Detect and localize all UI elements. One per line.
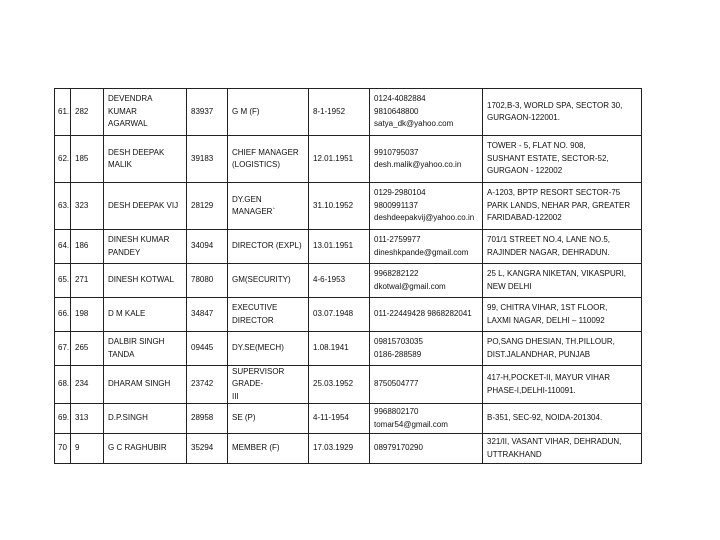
designation-cell bbox=[228, 136, 309, 183]
address-line: PARK LANDS, NEHAR PAR, GREATER bbox=[487, 200, 631, 210]
contact-line: desh.malik@yahoo.co.in bbox=[374, 160, 462, 169]
serial-number-cell: 63. bbox=[55, 183, 71, 230]
employee-code-cell: 78080 bbox=[187, 264, 228, 298]
table-row bbox=[55, 298, 642, 332]
designation-cell bbox=[228, 366, 309, 404]
address-line: PHASE-I,DELHI-110091. bbox=[487, 385, 576, 395]
name-cell bbox=[104, 264, 187, 298]
table-row bbox=[55, 183, 642, 230]
employee-table bbox=[54, 88, 642, 464]
date-of-birth-cell: 1.08.1941 bbox=[309, 332, 370, 366]
member-id-cell: 198 bbox=[71, 298, 104, 332]
address-line: UTTRAKHAND bbox=[487, 449, 542, 459]
address-cell bbox=[483, 332, 642, 366]
contact-line: 9800991137 bbox=[374, 200, 418, 210]
address-line: 321/II, VASANT VIHAR, DEHRADUN, bbox=[487, 437, 622, 447]
member-id-cell: 282 bbox=[71, 89, 104, 136]
member-id-cell: 271 bbox=[71, 264, 104, 298]
designation-cell bbox=[228, 230, 309, 264]
contact-line: dineshkpande@gmail.com bbox=[374, 247, 469, 257]
address-line: GURGAON-122001. bbox=[487, 113, 560, 122]
address-line: GURGAON - 122002 bbox=[487, 166, 563, 176]
designation-line: DY.SE(MECH) bbox=[232, 343, 284, 353]
address-cell bbox=[483, 434, 642, 464]
address-line: A-1203, BPTP RESORT SECTOR-75 bbox=[487, 188, 621, 198]
member-id-cell: 313 bbox=[71, 404, 104, 434]
member-id-cell: 185 bbox=[71, 136, 104, 183]
address-cell bbox=[483, 230, 642, 264]
employee-code-cell: 39183 bbox=[187, 136, 228, 183]
name-cell bbox=[104, 434, 187, 464]
name-line: G C RAGHUBIR bbox=[108, 443, 167, 453]
employee-table-body bbox=[55, 89, 642, 464]
name-cell bbox=[104, 404, 187, 434]
contact-line: tomar54@gmail.com bbox=[374, 419, 448, 429]
serial-number-cell: 69. bbox=[55, 404, 71, 434]
designation-line: DIRECTOR (EXPL) bbox=[232, 241, 302, 251]
name-line: DHARAM SINGH bbox=[108, 379, 171, 389]
designation-cell bbox=[228, 434, 309, 464]
designation-line: G M (F) bbox=[232, 106, 260, 116]
contact-cell bbox=[370, 230, 483, 264]
serial-number-cell: 62. bbox=[55, 136, 71, 183]
table-row bbox=[55, 89, 642, 136]
serial-number-cell: 61. bbox=[55, 89, 71, 136]
designation-cell bbox=[228, 264, 309, 298]
table-row bbox=[55, 264, 642, 298]
name-line: DESH DEEPAK VIJ bbox=[108, 200, 179, 210]
name-line: AGARWAL bbox=[108, 119, 148, 129]
name-cell bbox=[104, 183, 187, 230]
address-cell bbox=[483, 136, 642, 183]
contact-cell bbox=[370, 89, 483, 136]
name-cell bbox=[104, 366, 187, 404]
designation-cell bbox=[228, 332, 309, 366]
employee-code-cell: 09445 bbox=[187, 332, 228, 366]
contact-line: 08979170290 bbox=[374, 443, 423, 453]
name-cell bbox=[104, 136, 187, 183]
contact-line: 9968802170 bbox=[374, 407, 419, 417]
serial-number-cell: 64. bbox=[55, 230, 71, 264]
address-cell bbox=[483, 89, 642, 136]
address-line: 1702,B-3, WORLD SPA, SECTOR 30, bbox=[487, 100, 623, 110]
designation-line: CHIEF MANAGER bbox=[232, 147, 299, 157]
address-line: PO,SANG DHESIAN, TH.PILLOUR, bbox=[487, 337, 615, 347]
member-id-cell: 323 bbox=[71, 183, 104, 230]
name-line: PANDEY bbox=[108, 247, 141, 257]
designation-cell bbox=[228, 89, 309, 136]
date-of-birth-cell: 25.03.1952 bbox=[309, 366, 370, 404]
address-line: NEW DELHI bbox=[487, 281, 532, 291]
member-id-cell: 186 bbox=[71, 230, 104, 264]
address-line: SUSHANT ESTATE, SECTOR-52, bbox=[487, 153, 609, 163]
employee-code-cell: 28129 bbox=[187, 183, 228, 230]
contact-line: 0124-4082884 bbox=[374, 94, 426, 104]
serial-number-cell: 65. bbox=[55, 264, 71, 298]
contact-cell bbox=[370, 136, 483, 183]
serial-number-cell: 66. bbox=[55, 298, 71, 332]
member-id-cell: 234 bbox=[71, 366, 104, 404]
member-id-cell: 265 bbox=[71, 332, 104, 366]
designation-cell bbox=[228, 298, 309, 332]
name-cell bbox=[104, 89, 187, 136]
address-line: 417-H,POCKET-II, MAYUR VIHAR bbox=[487, 373, 610, 383]
date-of-birth-cell: 31.10.1952 bbox=[309, 183, 370, 230]
contact-line: 0186-288589 bbox=[374, 349, 422, 359]
date-of-birth-cell: 03.07.1948 bbox=[309, 298, 370, 332]
address-line: TOWER - 5, FLAT NO. 908, bbox=[487, 141, 586, 151]
contact-cell bbox=[370, 434, 483, 464]
address-line: 99, CHITRA VIHAR, 1ST FLOOR, bbox=[487, 303, 608, 313]
address-line: LAXMI NAGAR, DELHI – 110092 bbox=[487, 315, 605, 325]
contact-cell bbox=[370, 264, 483, 298]
designation-line: SE (P) bbox=[232, 413, 256, 423]
contact-line: 9810648800 bbox=[374, 106, 419, 116]
serial-number-cell: 67. bbox=[55, 332, 71, 366]
contact-line: 0129-2980104 bbox=[374, 188, 426, 198]
designation-line: DY.GEN MANAGER` bbox=[232, 194, 276, 216]
table-row bbox=[55, 136, 642, 183]
designation-line: III bbox=[232, 391, 239, 401]
serial-number-cell: 70 bbox=[55, 434, 71, 464]
designation-cell bbox=[228, 404, 309, 434]
name-cell bbox=[104, 230, 187, 264]
date-of-birth-cell: 4-11-1954 bbox=[309, 404, 370, 434]
contact-cell bbox=[370, 366, 483, 404]
address-line: FARIDABAD-122002 bbox=[487, 213, 562, 223]
date-of-birth-cell: 13.01.1951 bbox=[309, 230, 370, 264]
table-row bbox=[55, 366, 642, 404]
contact-cell bbox=[370, 332, 483, 366]
name-line: DINESH KUMAR bbox=[108, 235, 170, 245]
contact-line: 9968282122 bbox=[374, 269, 419, 279]
contact-cell bbox=[370, 298, 483, 332]
table-row bbox=[55, 434, 642, 464]
name-line: DESH DEEPAK MALIK bbox=[108, 147, 165, 169]
name-cell bbox=[104, 332, 187, 366]
designation-line: DIRECTOR bbox=[232, 315, 274, 325]
date-of-birth-cell: 8-1-1952 bbox=[309, 89, 370, 136]
address-cell bbox=[483, 264, 642, 298]
table-row bbox=[55, 404, 642, 434]
serial-number-cell: 68. bbox=[55, 366, 71, 404]
table-row bbox=[55, 332, 642, 366]
date-of-birth-cell: 17.03.1929 bbox=[309, 434, 370, 464]
designation-cell bbox=[228, 183, 309, 230]
contact-cell bbox=[370, 183, 483, 230]
designation-line: EXECUTIVE bbox=[232, 303, 278, 313]
address-cell bbox=[483, 183, 642, 230]
employee-code-cell: 28958 bbox=[187, 404, 228, 434]
contact-line: dkotwal@gmail.com bbox=[374, 281, 446, 291]
address-line: DIST.JALANDHAR, PUNJAB bbox=[487, 349, 591, 359]
address-line: RAJINDER NAGAR, DEHRADUN. bbox=[487, 247, 610, 257]
member-id-cell: 9 bbox=[71, 434, 104, 464]
designation-line: SUPERVISOR GRADE- bbox=[232, 367, 285, 389]
contact-line: deshdeepakvij@yahoo.co.in bbox=[374, 213, 475, 223]
name-line: DINESH KOTWAL bbox=[108, 275, 174, 285]
contact-line: satya_dk@yahoo.com bbox=[374, 119, 454, 129]
name-line: TANDA bbox=[108, 349, 135, 359]
name-line: DEVENDRA KUMAR bbox=[108, 94, 153, 116]
employee-code-cell: 23742 bbox=[187, 366, 228, 404]
date-of-birth-cell: 12.01.1951 bbox=[309, 136, 370, 183]
address-line: B-351, SEC-92, NOIDA-201304. bbox=[487, 413, 603, 423]
address-cell bbox=[483, 404, 642, 434]
employee-code-cell: 34847 bbox=[187, 298, 228, 332]
contact-line: 011-2759977 bbox=[374, 235, 421, 245]
contact-cell bbox=[370, 404, 483, 434]
address-cell bbox=[483, 366, 642, 404]
employee-code-cell: 34094 bbox=[187, 230, 228, 264]
designation-line: GM(SECURITY) bbox=[232, 275, 291, 285]
address-line: 701/1 STREET NO.4, LANE NO.5, bbox=[487, 235, 611, 245]
designation-line: MEMBER (F) bbox=[232, 443, 280, 453]
designation-line: (LOGISTICS) bbox=[232, 160, 281, 169]
contact-line: 09815703035 bbox=[374, 337, 423, 347]
address-line: 25 L, KANGRA NIKETAN, VIKASPURI, bbox=[487, 269, 627, 279]
contact-line: 9910795037 bbox=[374, 147, 419, 157]
name-line: D.P.SINGH bbox=[108, 413, 148, 423]
employee-table-container bbox=[54, 88, 642, 464]
name-cell bbox=[104, 298, 187, 332]
employee-code-cell: 35294 bbox=[187, 434, 228, 464]
contact-line: 8750504777 bbox=[374, 379, 419, 389]
address-cell bbox=[483, 298, 642, 332]
contact-line: 011-22449428 9868282041 bbox=[374, 309, 472, 319]
name-line: DALBIR SINGH bbox=[108, 337, 165, 347]
date-of-birth-cell: 4-6-1953 bbox=[309, 264, 370, 298]
table-row bbox=[55, 230, 642, 264]
name-line: D M KALE bbox=[108, 309, 146, 319]
employee-code-cell: 83937 bbox=[187, 89, 228, 136]
